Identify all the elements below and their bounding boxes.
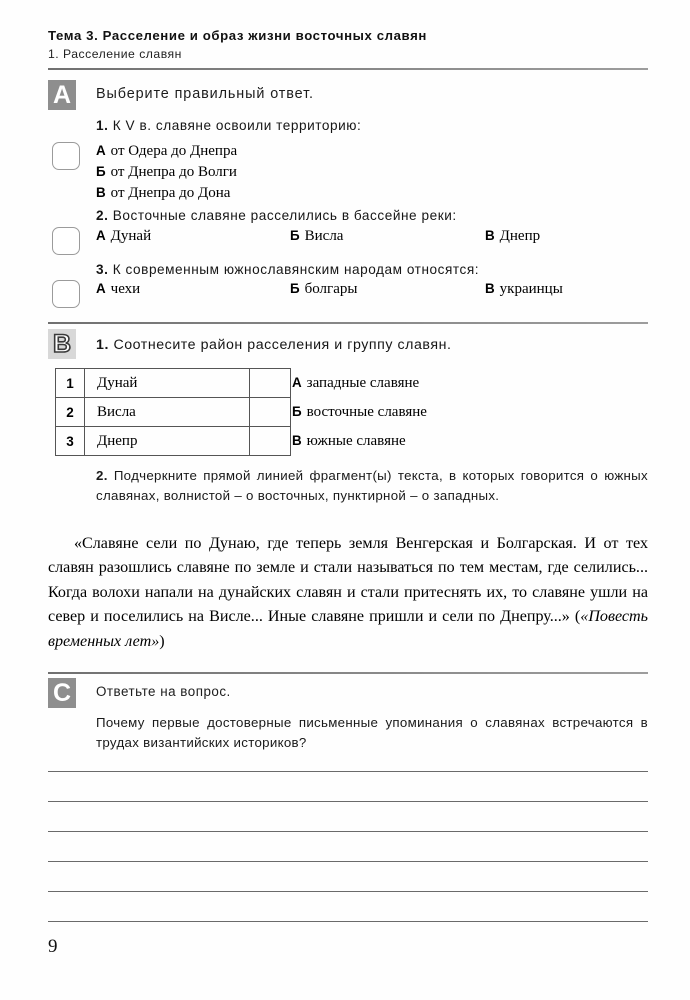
section-b-task-2 [96, 466, 648, 506]
option-letter: В [485, 228, 495, 243]
option-text: от Днепра до Волги [110, 164, 237, 180]
task-number: 2. [96, 468, 108, 483]
option-q1-a[interactable] [96, 143, 237, 160]
page-subtitle: 1. Расселение славян [48, 47, 182, 61]
row-answer-cell[interactable] [250, 369, 291, 398]
section-c-lead: Ответьте на вопрос. [96, 684, 231, 699]
row-name: Висла [85, 398, 250, 427]
row-answer-cell[interactable] [250, 427, 291, 456]
match-option-c[interactable] [292, 433, 406, 450]
section-c-badge: C [48, 678, 76, 708]
question-3 [96, 262, 479, 277]
section-c-question: Почему первые достоверные письменные упоминания о славянах встречаются в трудах византийских историков? [96, 715, 648, 750]
match-option-a[interactable] [292, 375, 419, 392]
option-q1-c[interactable] [96, 185, 230, 202]
question-3-text: К современным южнославянским народам относятся: [112, 262, 480, 277]
option-letter: А [292, 375, 302, 390]
option-text: Днепр [499, 228, 541, 244]
section-b-badge: B [48, 329, 76, 359]
option-text: Висла [304, 228, 344, 244]
option-text: украинцы [499, 281, 563, 297]
option-text: чехи [110, 281, 141, 297]
row-name: Дунай [85, 369, 250, 398]
option-text: от Одера до Днепра [110, 143, 238, 159]
option-text: западные славяне [306, 375, 420, 391]
answer-checkbox-q3[interactable] [52, 280, 80, 308]
quote-body: «Славяне сели по Дунаю, где теперь земля Венгерская и Болгарская. И от тех славян разошлись славяне по земле и стали называться по тем местам, где селились... Когда волохи напали на дунайских славян и стали притеснять их, то славяне ушли на север и поселились на Висле... Иные славяне пришли и сели по Днепру...» ( [48, 535, 648, 626]
answer-checkbox-q1[interactable] [52, 142, 80, 170]
question-3-number: 3. [96, 262, 109, 277]
answer-line[interactable] [48, 921, 648, 922]
row-number: 3 [56, 427, 85, 456]
task-text: Подчеркните прямой линией фрагмент(ы) текста, в которых говорится о южных славянах, волнистой – о восточных, пунктирной – о западных. [96, 468, 648, 503]
section-a-badge: A [48, 80, 76, 110]
table-row [56, 369, 291, 398]
option-letter: А [96, 281, 106, 296]
answer-line[interactable] [48, 771, 648, 772]
page-number: 9 [48, 936, 58, 957]
option-q2-b[interactable] [290, 228, 343, 245]
option-q3-b[interactable] [290, 281, 357, 298]
quote-body-end: ) [159, 632, 165, 650]
row-name: Днепр [85, 427, 250, 456]
option-letter: В [485, 281, 495, 296]
question-1-number: 1. [96, 118, 109, 133]
option-letter: Б [290, 281, 300, 296]
matching-table [55, 368, 291, 456]
option-letter: Б [292, 404, 302, 419]
option-letter: Б [290, 228, 300, 243]
option-letter: В [96, 185, 106, 200]
section-b-rule [48, 322, 648, 324]
section-b-task-1 [96, 337, 451, 353]
option-q2-a[interactable] [96, 228, 151, 245]
option-text: восточные славяне [306, 404, 427, 420]
option-text: от Днепра до Дона [110, 185, 231, 201]
page-title: Тема 3. Расселение и образ жизни восточных славян [48, 28, 427, 43]
row-number: 1 [56, 369, 85, 398]
answer-line[interactable] [48, 831, 648, 832]
answer-line[interactable] [48, 861, 648, 862]
option-letter: В [292, 433, 302, 448]
option-letter: А [96, 228, 106, 243]
document-header [48, 28, 648, 61]
question-2-text: Восточные славяне расселились в бассейне реки: [112, 208, 457, 223]
section-c-rule [48, 672, 648, 674]
option-q1-b[interactable] [96, 164, 237, 181]
quote-source: «Повесть временных лет» [48, 608, 648, 650]
question-2 [96, 208, 457, 223]
source-quote [48, 532, 648, 654]
table-row [56, 398, 291, 427]
answer-line[interactable] [48, 891, 648, 892]
option-text: южные славяне [306, 433, 406, 449]
option-letter: Б [96, 164, 106, 179]
answer-checkbox-q2[interactable] [52, 227, 80, 255]
task-text: Соотнесите район расселения и группу славян. [113, 337, 452, 353]
section-a-rule [48, 68, 648, 70]
question-2-number: 2. [96, 208, 109, 223]
question-1 [96, 118, 361, 133]
option-q3-c[interactable] [485, 281, 563, 298]
answer-line[interactable] [48, 801, 648, 802]
option-letter: А [96, 143, 106, 158]
table-row [56, 427, 291, 456]
row-number: 2 [56, 398, 85, 427]
match-option-b[interactable] [292, 404, 427, 421]
question-1-text: К V в. славяне освоили территорию: [112, 118, 362, 133]
row-answer-cell[interactable] [250, 398, 291, 427]
section-a-lead: Выберите правильный ответ. [96, 86, 314, 102]
option-text: болгары [304, 281, 358, 297]
option-q3-a[interactable] [96, 281, 140, 298]
option-q2-c[interactable] [485, 228, 540, 245]
task-number: 1. [96, 337, 109, 353]
option-text: Дунай [110, 228, 152, 244]
